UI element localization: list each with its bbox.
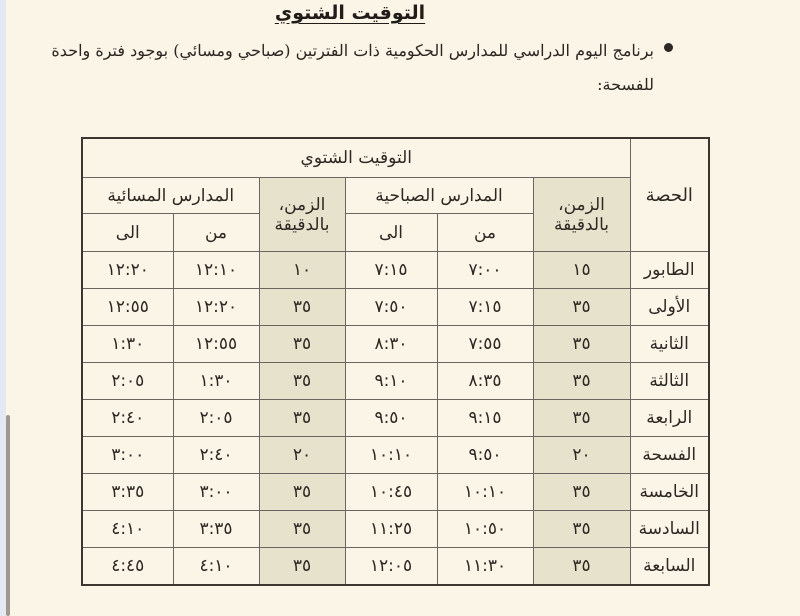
evening-to: ٤:٤٥ (82, 548, 173, 586)
morning-to: ١٢:٠٥ (345, 548, 437, 586)
period-name: الأولى (630, 289, 709, 326)
intro-paragraph: برنامج اليوم الدراسي للمدارس الحكومية ذات الفترتين (صباحي ومسائي) بوجود فترة واحدة للفسحة: (51, 41, 654, 94)
morning-duration: ٣٥ (533, 400, 630, 437)
morning-from: ٧:٥٥ (437, 326, 533, 363)
table-row (82, 548, 709, 586)
morning-from: ٧:١٥ (437, 289, 533, 326)
morning-duration: ٣٥ (533, 326, 630, 363)
morning-to: ٩:١٠ (345, 363, 437, 400)
morning-schools-header: المدارس الصباحية (345, 178, 533, 214)
evening-duration: ٢٠ (259, 437, 345, 474)
evening-from-header: من (173, 214, 259, 252)
evening-from: ١٢:١٠ (173, 252, 259, 289)
evening-duration: ٣٥ (259, 400, 345, 437)
table-row (82, 400, 709, 437)
morning-from: ٧:٠٠ (437, 252, 533, 289)
morning-to: ٨:٣٠ (345, 326, 437, 363)
evening-from: ١٢:٥٥ (173, 326, 259, 363)
table-row (82, 289, 709, 326)
evening-duration: ٣٥ (259, 474, 345, 511)
period-name: الثالثة (630, 363, 709, 400)
morning-from: ١٠:١٠ (437, 474, 533, 511)
morning-to: ١١:٢٥ (345, 511, 437, 548)
evening-from: ٢:٠٥ (173, 400, 259, 437)
evening-to: ٣:٠٠ (82, 437, 173, 474)
period-name: السابعة (630, 548, 709, 586)
evening-from: ٣:٣٥ (173, 511, 259, 548)
evening-schools-header: المدارس المسائية (82, 178, 259, 214)
period-header: الحصة (630, 138, 709, 252)
evening-to: ١:٣٠ (82, 326, 173, 363)
evening-from: ٣:٠٠ (173, 474, 259, 511)
morning-from: ٩:١٥ (437, 400, 533, 437)
evening-to: ٣:٣٥ (82, 474, 173, 511)
table-row (82, 326, 709, 363)
scrollbar-thumb[interactable] (6, 415, 10, 616)
period-name: الثانية (630, 326, 709, 363)
morning-duration: ٣٥ (533, 474, 630, 511)
table-row (82, 437, 709, 474)
morning-duration: ٣٥ (533, 548, 630, 586)
period-name: الطابور (630, 252, 709, 289)
evening-duration: ٣٥ (259, 289, 345, 326)
morning-duration: ٣٥ (533, 511, 630, 548)
morning-duration: ٢٠ (533, 437, 630, 474)
evening-to: ٢:٠٥ (82, 363, 173, 400)
bullet-icon (664, 43, 673, 52)
evening-duration: ٣٥ (259, 363, 345, 400)
morning-to: ١٠:٤٥ (345, 474, 437, 511)
evening-duration: ٣٥ (259, 326, 345, 363)
morning-to-header: الى (345, 214, 437, 252)
evening-to: ٤:١٠ (82, 511, 173, 548)
morning-from: ٩:٥٠ (437, 437, 533, 474)
morning-from-header: من (437, 214, 533, 252)
evening-duration: ١٠ (259, 252, 345, 289)
period-name: السادسة (630, 511, 709, 548)
morning-duration: ١٥ (533, 252, 630, 289)
evening-from: ٢:٤٠ (173, 437, 259, 474)
morning-from: ١١:٣٠ (437, 548, 533, 586)
morning-duration: ٣٥ (533, 363, 630, 400)
evening-duration: ٣٥ (259, 511, 345, 548)
evening-from: ٤:١٠ (173, 548, 259, 586)
table-row (82, 252, 709, 289)
winter-schedule-table (81, 137, 710, 586)
evening-to: ٢:٤٠ (82, 400, 173, 437)
evening-to-header: الى (82, 214, 173, 252)
evening-duration: ٣٥ (259, 548, 345, 586)
evening-duration-header: الزمن، بالدقيقة (259, 178, 345, 252)
evening-to: ١٢:٢٠ (82, 252, 173, 289)
morning-to: ٩:٥٠ (345, 400, 437, 437)
morning-from: ٨:٣٥ (437, 363, 533, 400)
period-name: الخامسة (630, 474, 709, 511)
winter-timing-header: التوقيت الشتوي (82, 138, 630, 178)
morning-duration: ٣٥ (533, 289, 630, 326)
table-row (82, 511, 709, 548)
morning-to: ٧:١٥ (345, 252, 437, 289)
period-name: الرابعة (630, 400, 709, 437)
evening-from: ١٢:٢٠ (173, 289, 259, 326)
evening-from: ١:٣٠ (173, 363, 259, 400)
morning-to: ١٠:١٠ (345, 437, 437, 474)
morning-from: ١٠:٥٠ (437, 511, 533, 548)
evening-to: ١٢:٥٥ (82, 289, 173, 326)
table-row (82, 363, 709, 400)
table-row (82, 474, 709, 511)
morning-to: ٧:٥٠ (345, 289, 437, 326)
morning-duration-header: الزمن، بالدقيقة (533, 178, 630, 252)
period-name: الفسحة (630, 437, 709, 474)
page-title: التوقيت الشتوي (274, 2, 426, 24)
